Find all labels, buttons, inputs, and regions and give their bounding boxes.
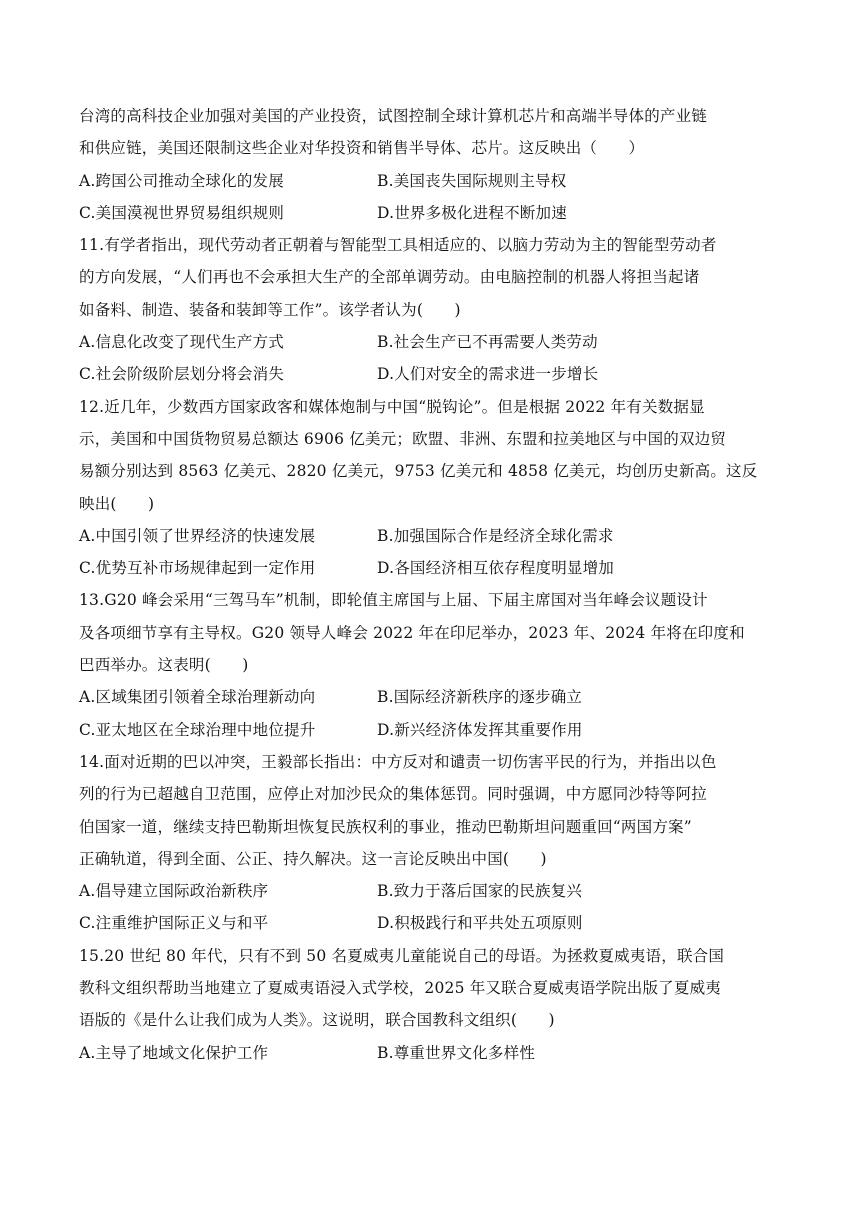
option-row [79, 875, 779, 907]
question-14 [79, 746, 779, 940]
question-stem-line: 和供应链，美国还限制这些企业对华投资和销售半导体、芯片。这反映出（ ） [79, 139, 645, 158]
question-stem-line: 映出( ) [79, 494, 155, 513]
option-d[interactable]: D.各国经济相互依存程度明显增加 [377, 559, 615, 578]
question-stem-line: 巴西举办。这表明( ) [79, 656, 249, 675]
question-stem-line: 12.近几年，少数西方国家政客和媒体炮制与中国“脱钩论”。但是根据 2022 年有关数据显 [79, 397, 705, 416]
option-row [79, 681, 779, 713]
question-stem-line: 11.有学者指出，现代劳动者正朝着与智能型工具相适应的、以脑力劳动为主的智能型劳动者 [79, 236, 717, 255]
question-stem-line: 台湾的高科技企业加强对美国的产业投资，试图控制全球计算机芯片和高端半导体的产业链 [79, 107, 708, 125]
option-b[interactable]: B.加强国际合作是经济全球化需求 [377, 526, 614, 545]
option-row [79, 907, 779, 939]
option-a[interactable]: A.主导了地域文化保护工作 [79, 1043, 269, 1062]
question-stem-line: 示，美国和中国货物贸易总额达 6906 亿美元；欧盟、非洲、东盟和拉美地区与中国的双边贸 [79, 429, 727, 448]
option-a[interactable]: A.信息化改变了现代生产方式 [79, 333, 284, 352]
question-stem-line: 列的行为已超越自卫范围，应停止对加沙民众的集体惩罚。同时强调，中方愿同沙特等阿拉 [79, 785, 708, 804]
question-stem-line: 正确轨道，得到全面、公正、持久解决。这一言论反映出中国( ) [79, 849, 547, 868]
option-b[interactable]: B.致力于落后国家的民族复兴 [377, 882, 583, 901]
question-stem-line: 13.G20 峰会采用“三驾马车”机制，即轮值主席国与上届、下届主席国对当年峰会议题设计 [79, 591, 708, 610]
question-stem-line: 的方向发展，“人们再也不会承担大生产的全部单调劳动。由电脑控制的机器人将担当起诸 [79, 268, 700, 287]
option-row [79, 326, 779, 358]
question-stem-line: 语版的《是什么让我们成为人类》。这说明，联合国教科文组织( ) [79, 1011, 555, 1030]
option-d[interactable]: D.人们对安全的需求进一步增长 [377, 365, 599, 384]
option-row [79, 520, 779, 552]
question-stem-line: 15.20 世纪 80 年代，只有不到 50 名夏威夷儿童能说自己的母语。为拯救夏威夷语，联合国 [79, 946, 725, 965]
option-c[interactable]: C.美国漠视世界贸易组织规则 [79, 203, 285, 222]
option-a[interactable]: A.区域集团引领着全球治理新动向 [79, 688, 316, 707]
option-row [79, 552, 779, 584]
option-c[interactable]: C.社会阶级阶层划分将会消失 [79, 365, 285, 384]
option-d[interactable]: D.积极践行和平共处五项原则 [377, 914, 583, 933]
question-10 [79, 100, 779, 229]
option-b[interactable]: B.社会生产已不再需要人类劳动 [377, 333, 598, 352]
option-d[interactable]: D.新兴经济体发挥其重要作用 [377, 720, 583, 739]
question-stem-line: 教科文组织帮助当地建立了夏威夷语浸入式学校，2025 年又联合夏威夷语学院出版了夏威夷 [79, 979, 721, 998]
option-row [79, 714, 779, 746]
option-c[interactable]: C.注重维护国际正义与和平 [79, 914, 269, 933]
option-c[interactable]: C.优势互补市场规律起到一定作用 [79, 559, 316, 578]
option-a[interactable]: A.倡导建立国际政治新秩序 [79, 882, 269, 901]
option-row [79, 358, 779, 390]
option-d[interactable]: D.世界多极化进程不断加速 [377, 203, 567, 222]
option-b[interactable]: B.国际经济新秩序的逐步确立 [377, 688, 583, 707]
question-15 [79, 940, 779, 1069]
option-row [79, 197, 779, 229]
option-b[interactable]: B.美国丧失国际规则主导权 [377, 171, 567, 190]
question-11 [79, 229, 779, 390]
question-13 [79, 584, 779, 745]
option-c[interactable]: C.亚太地区在全球治理中地位提升 [79, 720, 316, 739]
option-row [79, 1037, 779, 1069]
option-a[interactable]: A.跨国公司推动全球化的发展 [79, 171, 284, 190]
option-b[interactable]: B.尊重世界文化多样性 [377, 1043, 536, 1062]
question-stem-line: 及各项细节享有主导权。G20 领导人峰会 2022 年在印尼举办，2023 年、2024 年将在印度和 [79, 623, 745, 642]
question-stem-line: 如备料、制造、装备和装卸等工作”。该学者认为( ) [79, 300, 461, 319]
option-row [79, 165, 779, 197]
question-stem-line: 易额分别达到 8563 亿美元、2820 亿美元，9753 亿美元和 4858 亿美元，均创历史新高。这反 [79, 462, 758, 481]
question-stem-line: 伯国家一道，继续支持巴勒斯坦恢复民族权利的事业，推动巴勒斯坦问题重回“两国方案” [79, 817, 692, 836]
question-list [79, 100, 779, 1069]
question-stem-line: 14.面对近期的巴以冲突，王毅部长指出：中方反对和谴责一切伤害平民的行为，并指出以色 [79, 752, 717, 771]
option-a[interactable]: A.中国引领了世界经济的快速发展 [79, 526, 316, 545]
question-12 [79, 391, 779, 585]
